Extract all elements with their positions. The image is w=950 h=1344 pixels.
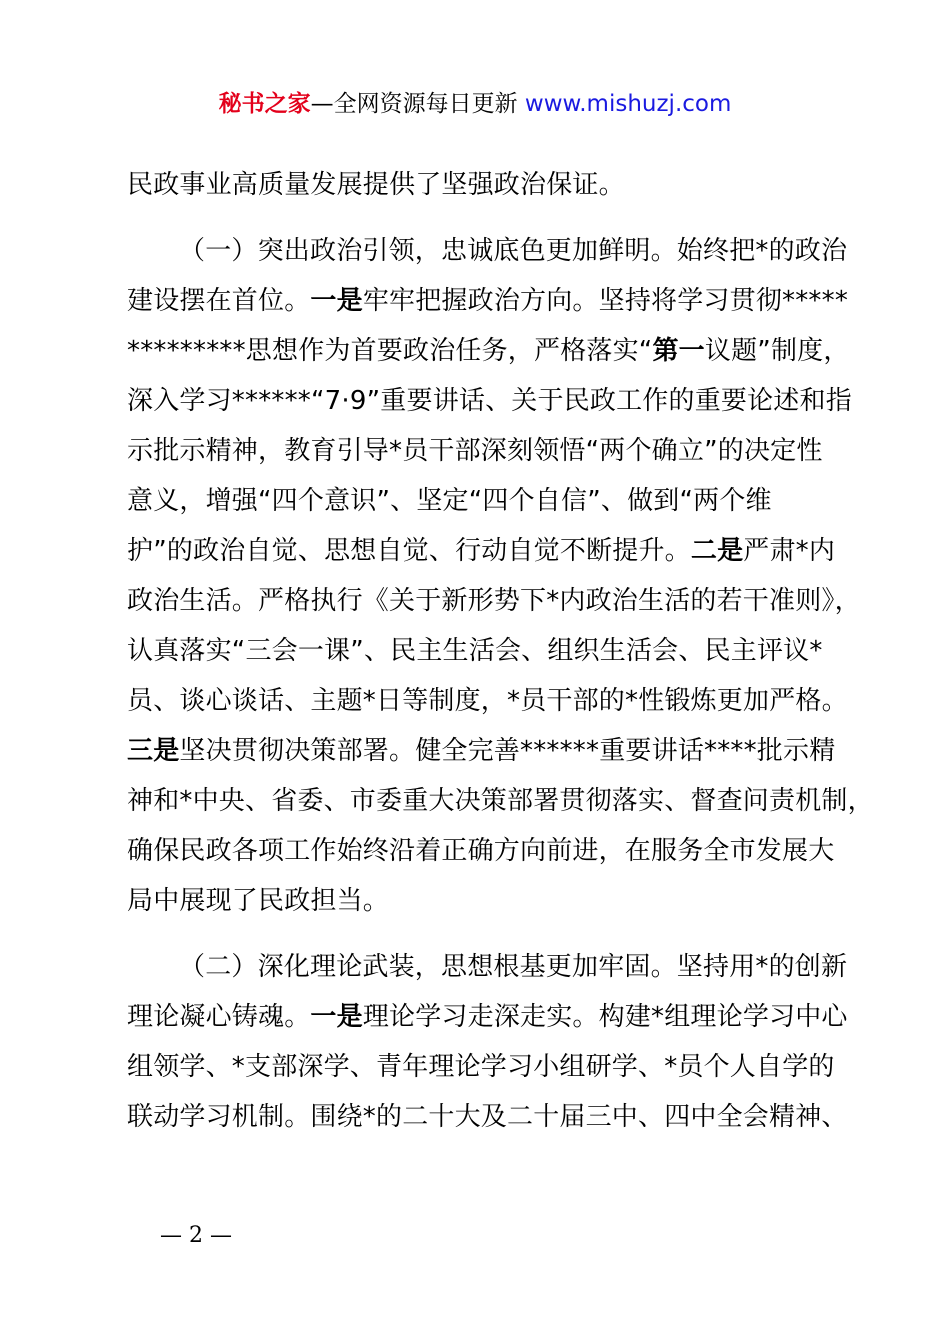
paragraph-line: 理论凝心铸魂。一是理论学习走深走实。构建*组理论学习中心 <box>127 1002 848 1032</box>
brand-name: 秘书之家 <box>218 91 311 117</box>
paragraph-line: 深入学习******“7·9”重要讲话、关于民政工作的重要论述和指 <box>127 386 852 416</box>
document-body <box>127 160 874 1142</box>
emphasis-text: 二是 <box>690 536 744 566</box>
paragraph-line: 局中展现了民政担当。 <box>127 886 390 916</box>
paragraph-line: 确保民政各项工作始终沿着正确方向前进，在服务全市发展大 <box>127 836 835 866</box>
emphasis-text: 三是 <box>127 736 180 766</box>
paragraph-line: *********思想作为首要政治任务，严格落实“第一议题”制度， <box>127 336 850 366</box>
paragraph-line: 示批示精神，教育引导*员干部深刻领悟“两个确立”的决定性 <box>127 436 823 466</box>
paragraph-line: 意义，增强“四个意识”、坚定“四个自信”、做到“两个维 <box>127 486 772 516</box>
section-heading-line: （二）深化理论武装，思想根基更加牢固。坚持用*的创新 <box>179 952 848 982</box>
paragraph-line: 员、谈心谈话、主题*日等制度，*员干部的*性锻炼更加严格。 <box>127 686 848 716</box>
paragraph-line: 建设摆在首位。一是牢牢把握政治方向。坚持将学习贯彻***** <box>127 286 849 316</box>
emphasis-text: 一是 <box>310 1002 363 1032</box>
paragraph-line: 联动学习机制。围绕*的二十大及二十届三中、四中全会精神、 <box>127 1102 848 1132</box>
paragraph-line: 三是坚决贯彻决策部署。健全完善******重要讲话****批示精 <box>127 736 836 766</box>
section-heading-line: （一）突出政治引领，忠诚底色更加鲜明。始终把*的政治 <box>179 236 848 266</box>
paragraph-line: 民政事业高质量发展提供了坚强政治保证。 <box>127 170 625 200</box>
paragraph-line: 认真落实“三会一课”、民主生活会、组织生活会、民主评议* <box>127 636 823 666</box>
site-url-link[interactable]: www.mishuzj.com <box>524 91 732 117</box>
paragraph-line: 护”的政治自觉、思想自觉、行动自觉不断提升。二是严肃*内 <box>127 536 836 566</box>
emphasis-text: 第一 <box>652 336 705 366</box>
header-tagline: —全网资源每日更新 <box>310 91 525 117</box>
paragraph-line: 组领学、*支部深学、青年理论学习小组研学、*员个人自学的 <box>127 1052 835 1082</box>
page-number: — 2 — <box>160 1223 232 1248</box>
site-header <box>0 86 950 122</box>
paragraph-line: 神和*中央、省委、市委重大决策部署贯彻落实、督查问责机制， <box>127 786 874 816</box>
emphasis-text: 一是 <box>310 286 363 316</box>
paragraph-line: 政治生活。严格执行《关于新形势下*内政治生活的若干准则》， <box>127 586 861 616</box>
